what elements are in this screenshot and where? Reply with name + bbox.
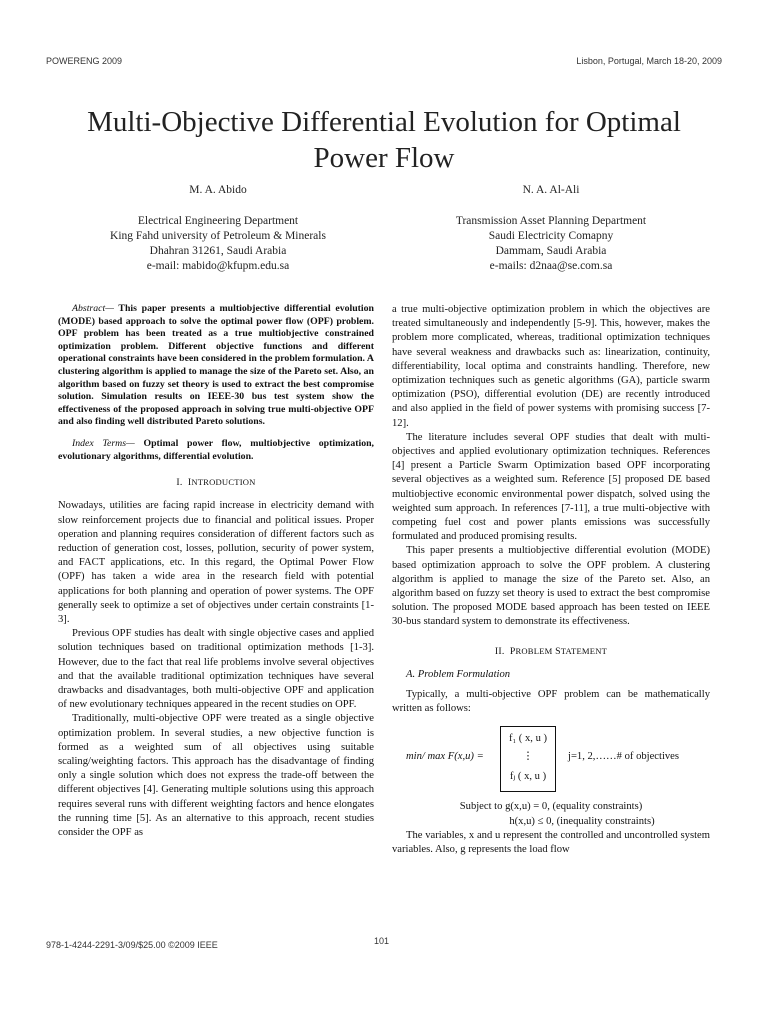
author-affiliation: Saudi Electricity Comapny: [488, 230, 614, 242]
title-line-1: Multi-Objective Differential Evolution for Optimal: [87, 106, 681, 138]
section-heading-introduction: I. INTRODUCTION: [176, 477, 256, 489]
inequality-constraint: h(x,u) ≤ 0, (inequality constraints): [509, 815, 655, 827]
right-column: [392, 303, 710, 857]
equality-constraint: Subject to g(x,u) = 0, (equality constraints): [459, 801, 643, 813]
equation-row: f₁ ( x, u ): [508, 733, 548, 745]
equation-objectives: [392, 724, 710, 796]
equation-row: fⱼ ( x, u ): [509, 771, 547, 783]
abstract-label: Abstract—: [72, 303, 114, 314]
equation-lhs: min/ max F(x,u) =: [406, 751, 484, 763]
abstract-text: This paper presents a multiobjective differential evolution (MODE) based approach to solve the optimal power flow (OPF) problem. OPF problem has been treated as a true multiobjective constrained optimization problem. Different objective functions and different operational constraints have been considered in the problem formulation. A clustering algorithm is applied to manage the size of the Pareto set. Also, an algorithm based on fuzzy set theory is used to extract the best compromise solution. Simulation results on IEEE-30 bus test system show the effectiveness of the proposed approach in solving true multi-objective OPF and also finding well distributed Pareto solutions.: [58, 303, 374, 428]
conference-name: POWERENG 2009: [46, 56, 123, 66]
author-name: M. A. Abido: [189, 184, 247, 196]
paragraph: The literature includes several OPF studies that dealt with multi-objectives and applied evolutionary optimization techniques. References [4] present a Particle Swarm Optimization based OPF incorporating several objectives as a weighted sum. Reference [5] proposed DE based multiobjective economic environmental power dispatch, solved using the weighted sum approach. In references [7-11], a true multi-objective with competing fuel cost and power plants emissions was successfully formulated and produced promising results.: [392, 431, 710, 543]
paragraph: Traditionally, multi-objective OPF were treated as a single objective optimization problem. In several studies, a new objective function is formed as a weighted sum of all objectives using suitable scaling/weighting factors. This approach has the disadvantage of finding only a single solution which does not express the trade-off between the different objectives [4]. Generating multiple solutions using this approach requires several runs with different weighting factors and hence elongates the running time [5]. As an alternative to this approach, recent studies consider the OPF as: [58, 713, 374, 838]
index-terms-text: Optimal power flow, multiobjective optimization, evolutionary algorithms, differential evolution.: [58, 437, 374, 462]
paper-title: [40, 104, 728, 176]
paragraph: a true multi-objective optimization problem in which the objectives are treated simultaneously and independently [5-9]. This, however, makes the problem more complicated, whereas, traditional optimization techniques have several weakness and drawbacks such as: linearization, continuity, differentiability, local optima and constraints handling. Therefore, new optimization techniques such as genetic algorithms (GA), particle swarm optimization (PSO), differential evolution (DE) are recently introduced and also applied in the field of power systems with promising success [7-12].: [392, 304, 710, 429]
index-terms-label: Index Terms—: [72, 437, 135, 449]
equation-rhs: j=1, 2,……# of objectives: [568, 751, 680, 763]
left-column: [58, 303, 374, 840]
equation-vector: [500, 726, 556, 792]
author-block-1: [60, 183, 376, 274]
copyright-notice: 978-1-4244-2291-3/09/$25.00 ©2009 IEEE: [46, 940, 218, 950]
author-name: N. A. Al-Ali: [522, 184, 580, 196]
paragraph: Typically, a multi-objective OPF problem can be mathematically written as follows:: [392, 689, 710, 715]
paragraph: Previous OPF studies has dealt with single objective cases and applied solution techniques based on traditional optimization methods [1-3]. However, due to the fact that real life problems involve several objectives and that the available traditional optimization techniques have several drawbacks and disadvantages, both multi-objective OPF and application of new evolutionary techniques appeared in the recent studies on OPF.: [58, 628, 374, 711]
author-affiliation: King Fahd university of Petroleum & Minerals: [110, 230, 326, 242]
author-address: Dammam, Saudi Arabia: [495, 245, 607, 257]
page-number: 101: [374, 936, 390, 946]
author-affiliation: Electrical Engineering Department: [137, 215, 299, 227]
paragraph: Nowadays, utilities are facing rapid increase in electricity demand with slow reinforcement projects due to financial and political issues. Proper operation and planning requires consideration of different factors such as reduction of generation cost, losses, pollution, security of power system, and FACT applications, etc. In this regard, the Optimal Power Flow (OPF) has taken a wide area in the research field with potential applications for both planning and operation of power systems. The OPF generally seek to optimize a set of objectives under certain constraints [1-3].: [58, 500, 374, 625]
author-address: Dhahran 31261, Saudi Arabia: [149, 245, 287, 257]
author-email: e-mail: mabido@kfupm.edu.sa: [146, 260, 290, 272]
section-heading-problem-statement: II. PROBLEM STATEMENT: [494, 645, 608, 657]
subsection-heading: A. Problem Formulation: [406, 668, 511, 680]
author-email: e-mails: d2naa@se.com.sa: [489, 260, 613, 272]
paragraph: The variables, x and u represent the controlled and uncontrolled system variables. Also, g represents the load flow: [392, 829, 710, 856]
title-line-2: Power Flow: [313, 142, 455, 174]
conference-location-date: Lisbon, Portugal, March 18-20, 2009: [576, 56, 722, 66]
equation-row: ⋮: [522, 751, 534, 763]
author-block-2: [392, 183, 710, 274]
index-terms: [58, 438, 374, 463]
author-affiliation: Transmission Asset Planning Department: [455, 215, 647, 227]
paragraph: This paper presents a multiobjective differential evolution (MODE) based optimization approach to solve the OPF problem. A clustering algorithm is applied to manage the size of the Pareto set. Also, an algorithm based on fuzzy set theory is used to extract the best compromise solution. The proposed MODE based approach has been tested on IEEE 30-bus standard system to demonstrate its effectiveness.: [392, 545, 710, 628]
abstract: [58, 303, 374, 429]
